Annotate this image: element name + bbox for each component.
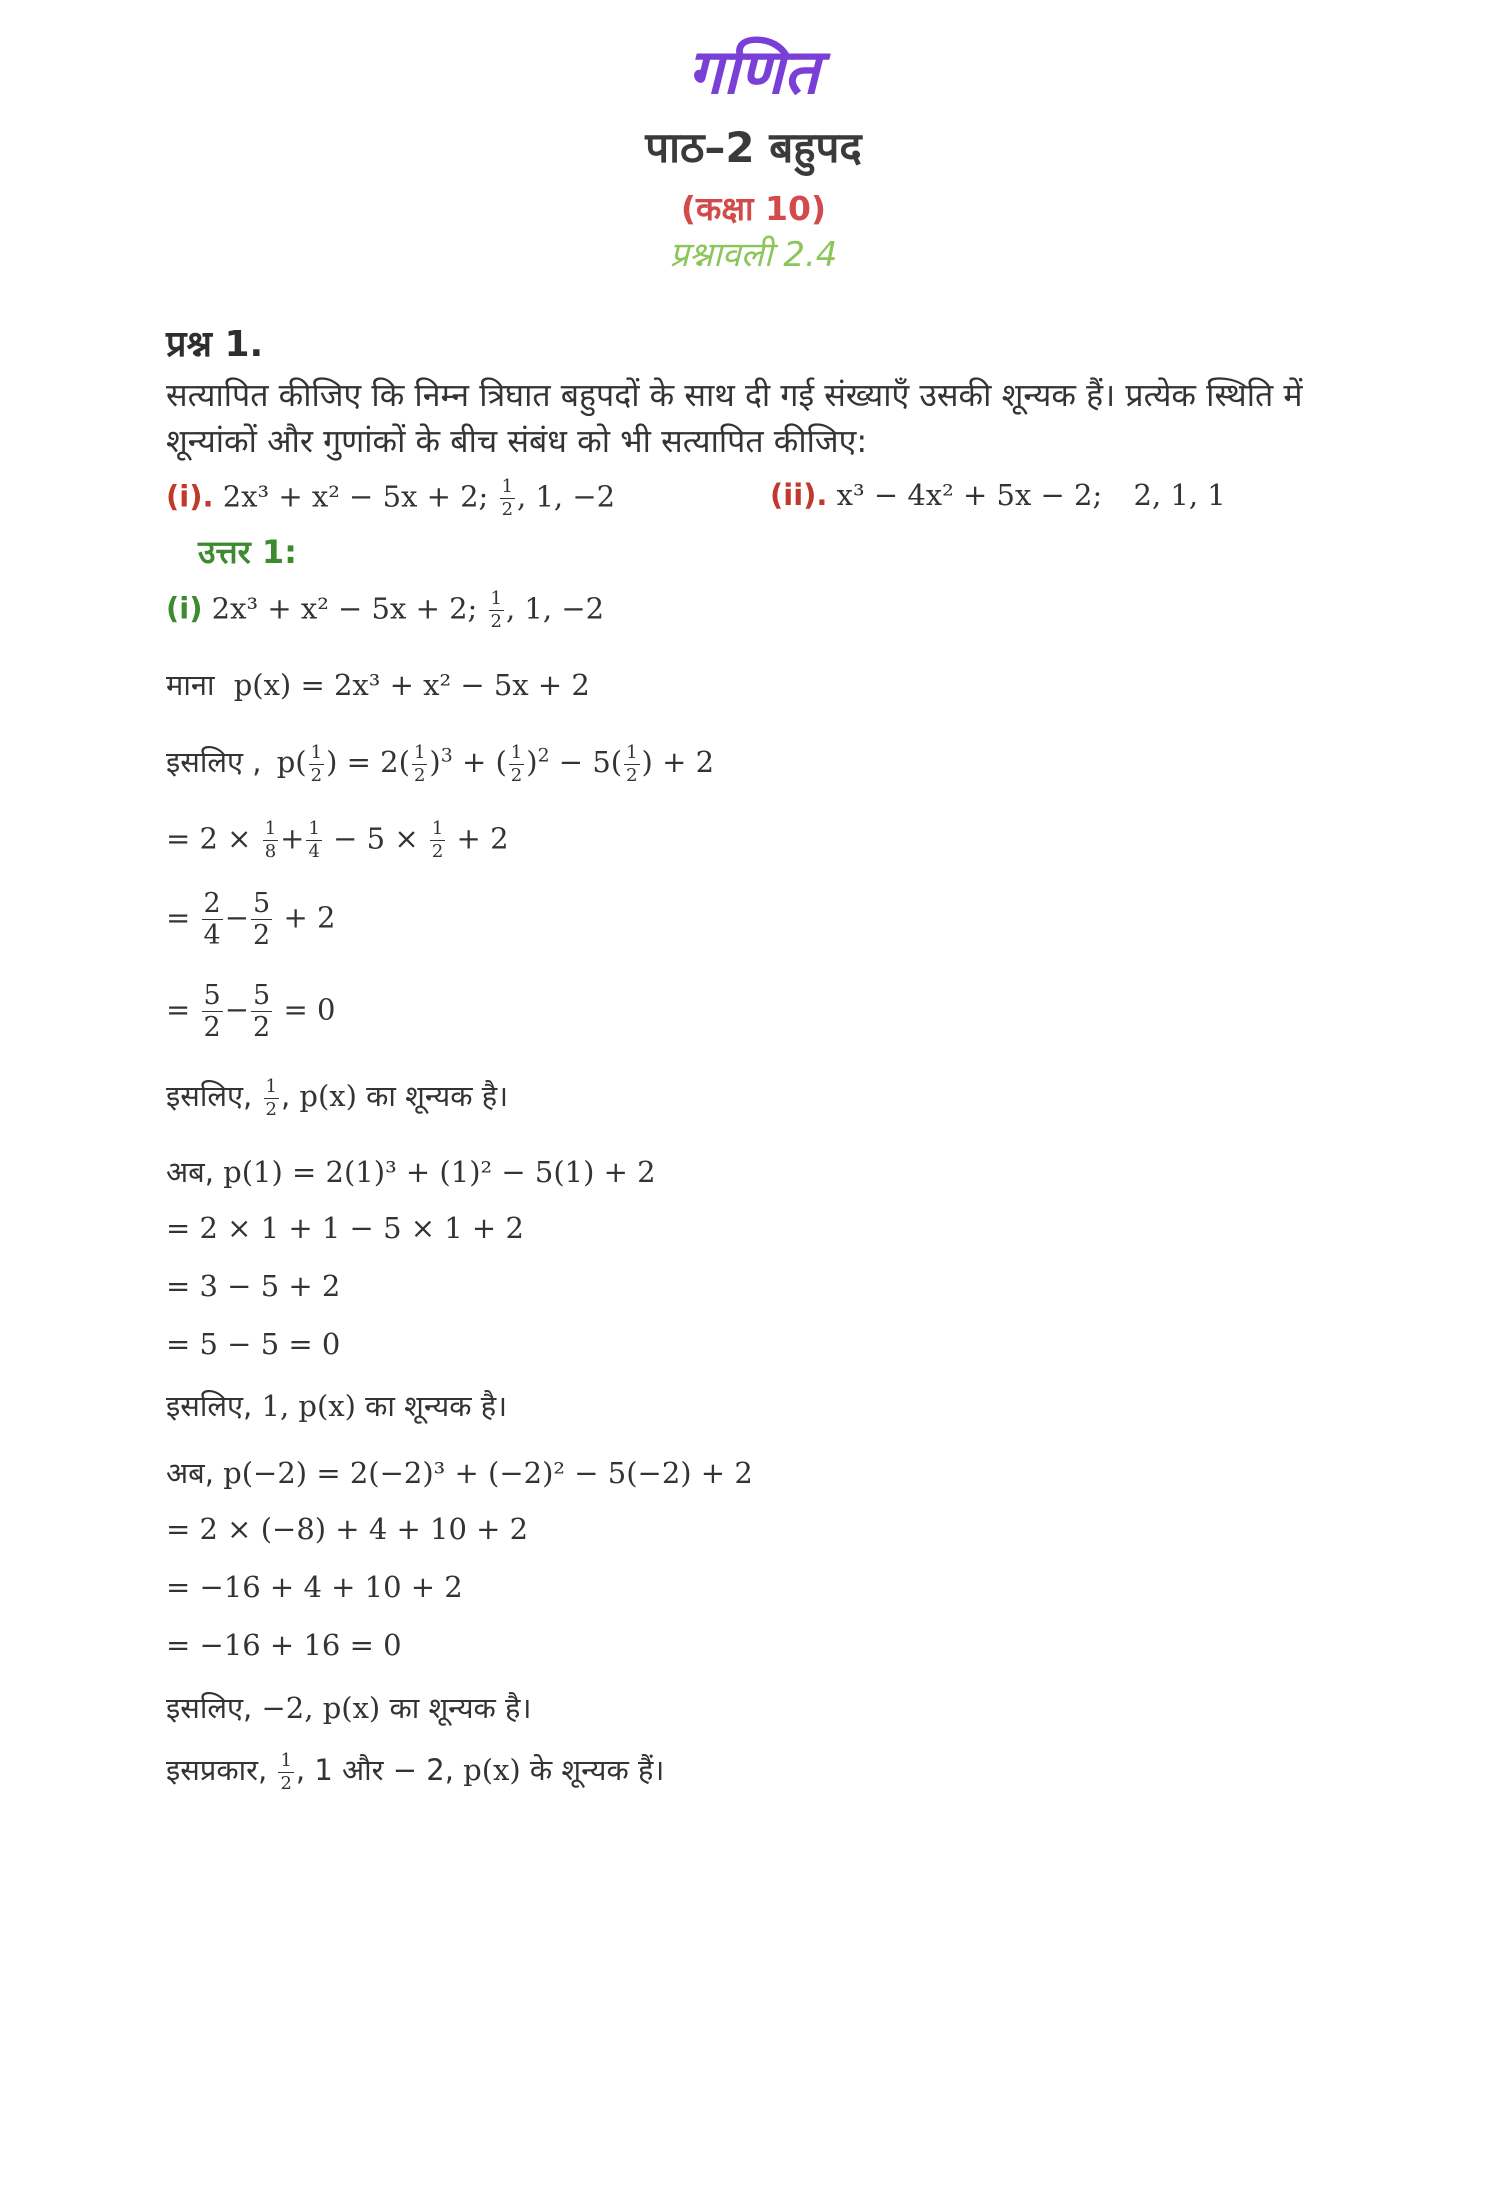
fraction-denominator: 8 [264,841,277,862]
answer-part-1-heading [166,590,604,631]
therefore-word: इसलिए, [166,1691,253,1725]
now-word: अब, [166,1155,214,1189]
fraction-denominator: 2 [626,764,638,786]
fraction-half [430,820,445,861]
conclusion-line: इसलिए, $\frac{1}{2}$ , p(x) का शून्यक है। [166,1075,509,1120]
fraction-five-halves [251,982,272,1041]
part2-zeros: 2, 1, 1 [1133,478,1226,512]
fraction-five-halves [202,982,223,1041]
p-symbol: p [276,745,296,779]
fraction-numerator: 1 [431,818,444,839]
question-heading: प्रश्न 1. [166,324,264,365]
part2-label: (ii). [770,478,828,512]
fraction-numerator: 1 [308,818,320,839]
fraction-numerator: 5 [203,980,221,1011]
fraction-denominator: 2 [413,764,426,786]
fraction-five-halves [251,890,272,949]
fraction-numerator: 5 [253,980,271,1011]
conclusion-line [166,1688,531,1727]
minus-sign: − [224,900,250,935]
check-one-expression: p(1) = 2(1)³ + (1)² − 5(1) + 2 [223,1155,656,1189]
part1-label: (i). [166,479,214,514]
fraction-numerator: 1 [280,1749,292,1771]
step-line: = 2 × (−8) + 4 + 10 + 2 [166,1512,529,1546]
zero-value: 1, [261,1389,290,1423]
zero-value: −2, [261,1691,314,1725]
eq-zero: = 0 [283,992,336,1027]
fraction-numerator: 1 [510,741,523,763]
check-two-line [166,1453,753,1492]
part1-expression: 2x³ + x² − 5x + 2; [222,479,489,514]
minus-sign: − [224,992,250,1027]
fraction-denominator: 4 [203,920,221,951]
exponent-two: 2 [537,745,550,767]
step-line [166,982,335,1041]
fraction-eighth [263,820,278,861]
fraction-numerator: 1 [490,588,502,609]
is-zero-text: का शून्यक है। [389,1691,532,1725]
fraction-denominator: 2 [310,764,323,786]
answer-part1-zeros: , 1, −2 [506,591,605,626]
fraction-denominator: 2 [510,764,523,786]
let-line [166,665,590,704]
fraction-denominator: 2 [265,1098,277,1120]
question-text: सत्यापित कीजिए कि निम्न त्रिघात बहुपदों के साथ दी गई संख्याएँ उसकी शून्यक हैं। प्रत्येक स्थिति में शून्यांकों और गुणांकों के बीच संबंध को भी सत्यापित कीजिए: [166,376,1303,460]
answer-heading: उत्तर 1: [198,533,297,571]
are-zeros-text: के शून्यक हैं। [529,1753,665,1787]
therefore-word: इसलिए, [166,1389,253,1423]
eq-two-times: = 2 × [166,821,252,856]
plus-sign: + [461,745,487,779]
step-line: = 3 − 5 + 2 [166,1269,341,1303]
exercise-label: प्रश्नावली 2.4 [669,235,838,275]
check-one-line [166,1152,656,1191]
fraction-numerator: 1 [626,741,638,763]
step-line: = −16 + 4 + 10 + 2 [166,1570,463,1604]
question-part-2 [770,478,1226,512]
subject-title: गणित [687,35,820,108]
step-line: = 5 − 5 = 0 [166,1327,341,1361]
check-two-expression: p(−2) = 2(−2)³ + (−2)² − 5(−2) + 2 [223,1456,753,1490]
step-line [166,890,335,949]
plus-two: + 2 [283,900,336,935]
plus-two: + 2 [662,745,715,779]
equals-sign: = [166,900,191,935]
plus-sign: + [280,821,305,856]
fraction-numerator: 1 [413,741,426,763]
question-part-1 [166,478,615,519]
fraction-two-fourths [202,890,223,949]
fraction-denominator: 2 [501,499,514,520]
fraction-denominator: 2 [203,1012,221,1043]
fraction-half [309,741,324,786]
class-label: (कक्षा 10) [680,189,827,228]
fraction-denominator: 4 [308,841,320,862]
plus-two: + 2 [456,821,509,856]
fraction-half [624,741,639,786]
fraction-numerator: 5 [253,888,271,919]
step-line: = −16 + 16 = 0 [166,1628,402,1662]
let-word: माना [166,668,215,702]
therefore-word: इसलिए , [166,745,262,779]
exponent-three: 3 [440,745,453,767]
equals-sign: = [346,745,371,779]
part2-expression: x³ − 4x² + 5x − 2; [836,478,1103,512]
fraction-numerator: 1 [501,476,514,497]
final-conclusion-line [166,1750,664,1793]
step-line: = 2 × 1 + 1 − 5 × 1 + 2 [166,1211,524,1245]
is-zero-text: का शून्यक है। [365,1389,508,1423]
fraction-half [509,741,524,786]
fraction-half [412,741,427,786]
fraction-half [264,1075,279,1120]
step-line [166,820,509,861]
fraction-denominator: 2 [490,611,502,632]
fraction-denominator: 2 [253,1012,271,1043]
fraction-numerator: 2 [203,888,221,919]
px-symbol: p(x) [299,1079,357,1113]
fraction-denominator: 2 [431,841,444,862]
px-symbol: p(x) [463,1753,521,1787]
px-symbol: p(x) [298,1389,356,1423]
fraction-half [489,590,504,631]
minus-five: − 5 [558,745,611,779]
part1-zeros: , 1, −2 [517,479,616,514]
answer-part1-expression: 2x³ + x² − 5x + 2; [211,591,478,626]
let-expression: p(x) = 2x³ + x² − 5x + 2 [233,668,590,702]
coefficient-two: 2 [380,745,399,779]
fraction-denominator: 2 [280,1772,292,1794]
px-symbol: p(x) [322,1691,381,1725]
thus-rest: , 1 और − 2, [295,1753,454,1787]
fraction-denominator: 2 [253,920,271,951]
now-word: अब, [166,1456,214,1490]
equals-sign: = [166,992,191,1027]
thus-word: इसप्रकार, [166,1753,268,1787]
therefore-word: इसलिए, [166,1079,253,1113]
fraction-quarter [306,820,321,861]
fraction-numerator: 1 [264,818,277,839]
fraction-half [278,1749,293,1794]
fraction-half [500,478,515,519]
evaluation-half-line: इसलिए , p( $\frac{1}{2}$ ) = 2( $\frac{1}{2}$ )$^3$ + ( $\frac{1}{2}$ )$^2$ − 5( $\frac{1}{2}$ ) + 2 [166,741,715,786]
fraction-numerator: 1 [310,741,323,763]
fraction-numerator: 1 [265,1075,277,1097]
conclusion-line [166,1386,507,1425]
minus-five-times: − 5 × [333,821,419,856]
chapter-title: पाठ–2 बहुपद [645,123,862,172]
answer-part1-label: (i) [166,591,203,626]
is-zero-text: का शून्यक है। [366,1079,509,1113]
